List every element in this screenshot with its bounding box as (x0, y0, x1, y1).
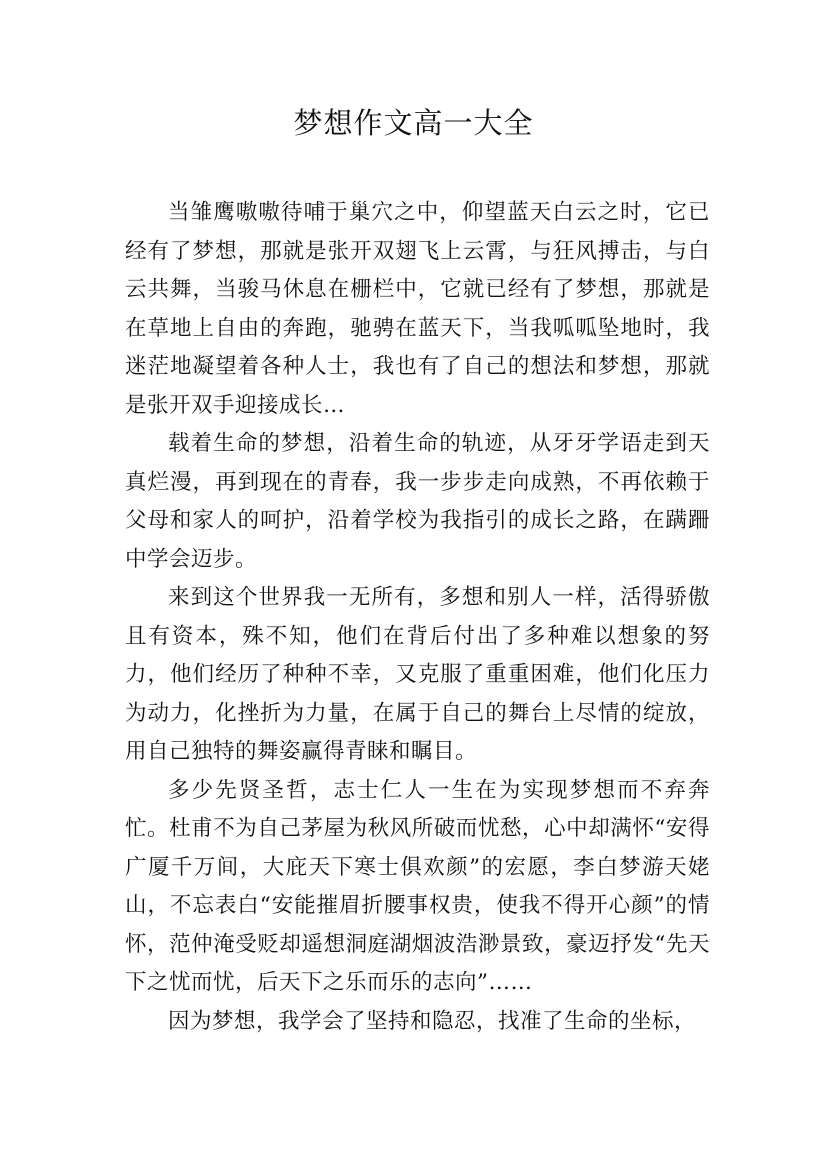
paragraph: 载着生命的梦想，沿着生命的轨迹，从牙牙学语走到天真烂漫，再到现在的青春，我一步步走向成熟，不再依赖于父母和家人的呵护，沿着学校为我指引的成长之路，在蹒跚中学会迈步。 (125, 431, 710, 572)
document-body (125, 194, 710, 1041)
paragraph: 因为梦想，我学会了坚持和隐忍，找准了生命的坐标， (168, 1008, 697, 1034)
paragraph: 当雏鹰嗷嗷待哺于巢穴之中，仰望蓝天白云之时，它已经有了梦想，那就是张开双翅飞上云霄，与狂风搏击，与白云共舞，当骏马休息在栅栏中，它就已经有了梦想，那就是在草地上自由的奔跑，驰骋在蓝天下，当我呱呱坠地时，我迷茫地凝望着各种人士，我也有了自己的想法和梦想，那就是张开双手迎接成长… (125, 200, 710, 418)
paragraph: 来到这个世界我一无所有，多想和别人一样，活得骄傲且有资本，殊不知，他们在背后付出了多种难以想象的努力，他们经历了种种不幸，又克服了重重困难，他们化压力为动力，化挫折为力量，在属于自己的舞台上尽情的绽放，用自己独特的舞姿赢得青睐和瞩目。 (125, 585, 710, 764)
paragraph: 多少先贤圣哲，志士仁人一生在为实现梦想而不弃奔忙。杜甫不为自己茅屋为秋风所破而忧愁，心中却满怀“安得广厦千万间，大庇天下寒士俱欢颜”的宏愿，李白梦游天姥山，不忘表白“安能摧眉折腰事权贵，使我不得开心颜”的情怀，范仲淹受贬却遥想洞庭湖烟波浩渺景致，豪迈抒发“先天下之忧而忧，后天下之乐而乐的志向”…… (125, 777, 710, 995)
document-title: 梦想作文高一大全 (293, 106, 534, 140)
